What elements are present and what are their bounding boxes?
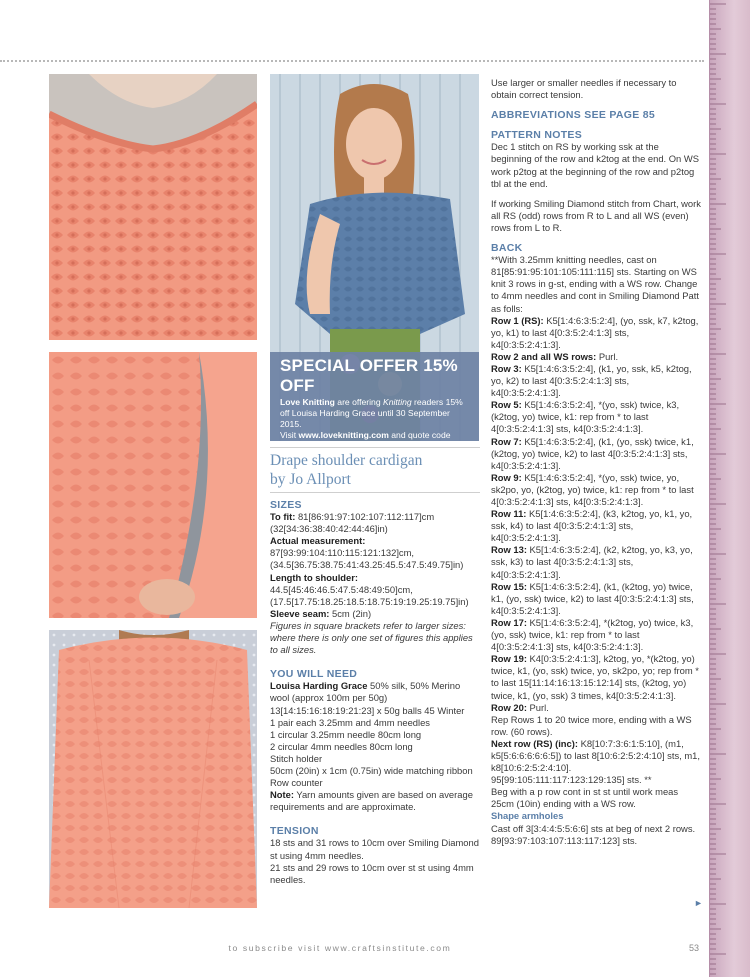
pattern-column-middle: [270, 447, 480, 886]
offer-magazine: Knitting: [383, 397, 412, 407]
continue-arrow-icon: ►: [694, 898, 703, 908]
row-label: Row 2 and all WS rows:: [491, 350, 597, 362]
yarn-label: Louisa Harding Grace: [270, 680, 368, 692]
pattern-row: [491, 544, 701, 580]
row-text: K5[1:4:6:3:5:2:4], *(yo, ssk) twice, yo, sk2po, yo, (k2tog, yo) twice, k1: rep from * to last 4[0:3:5:2:4:1:3] sts, k4[0:3:5:2:4:1:3].: [491, 471, 694, 507]
tension-p2: 21 sts and 29 rows to 10cm over st st using 4mm needles.: [270, 861, 474, 885]
row-text: K5[1:4:6:3:5:2:4], (k1, (yo, ssk) twice, k1, (k2tog, yo) twice, k2) to last 4[0:3:5:2:4:1:3] sts, k4[0:3:5:2:4:1:3].: [491, 435, 694, 471]
pattern-row: [491, 351, 701, 363]
row-label: Row 7:: [491, 435, 522, 447]
offer-title: SPECIAL OFFER 15% OFF: [280, 356, 458, 395]
page-number: 53: [689, 943, 700, 953]
offer-text: [280, 397, 471, 452]
you-will-need-heading: YOU WILL NEED: [270, 668, 358, 681]
length-label: Length to shoulder:: [270, 571, 359, 583]
row-label: Row 19:: [491, 653, 527, 665]
row-label: Row 11:: [491, 508, 527, 520]
pattern-notes-heading: PATTERN NOTES: [491, 129, 583, 142]
row-label: Row 17:: [491, 616, 527, 628]
yarn-value: 50% silk, 50% Merino wool (approx 100m per 50g) 13[14:15:16:18:19:21:23] x 50g balls 45 Winter: [270, 680, 465, 716]
note-value: Yarn amounts given are based on average requirements and are approximate.: [270, 789, 473, 813]
tension-heading: TENSION: [270, 825, 319, 838]
row-label: Row 9:: [491, 471, 522, 483]
offer-url-link[interactable]: www.loveknitting.com: [298, 430, 389, 440]
actual-label: Actual measurement:: [270, 535, 366, 547]
pattern-row: [491, 617, 701, 653]
photo-yoke-closeup: [49, 74, 257, 340]
tension-p1: 18 sts and 31 rows to 10cm over Smiling Diamond st using 4mm needles.: [270, 837, 479, 861]
pattern-notes-p2: If working Smiling Diamond stitch from Chart, work all RS (odd) rows from R to L and all WS (even) rows from L to R.: [491, 197, 701, 233]
row-label: Row 1 (RS):: [491, 314, 544, 326]
sizes-to-fit: [270, 511, 480, 535]
pattern-row: [491, 653, 701, 701]
design-byline: by Jo Allport: [270, 471, 351, 488]
tension-intro: Use larger or smaller needles if necessary to obtain correct tension.: [491, 77, 677, 101]
pattern-row: [491, 315, 701, 351]
offer-visit: Visit: [280, 430, 299, 440]
next-row-text: K8[10:7:3:6:1:5:10], (m1, k5[5:6:6:6:6:6:5]) to last 8[10:6:2:5:2:4:10] sts, m1, k8[10:6:2:5:2:4:10]. 95[99:105:111:117:123:129:135] sts. **: [491, 737, 700, 786]
row-text: K4[0:3:5:2:4:1:3], k2tog, yo, *(k2tog, yo) twice, k1, (yo, ssk) twice, yo, sk2po, yo; rep from * to last 15[11:14:16:13:15:12:14] sts, (k2tog, yo) twice, k1, (yo, ssk) 3 times, k4[0:3:5:2:4:1:3].: [491, 653, 699, 701]
pattern-row: [491, 436, 701, 472]
row-text: Purl.: [526, 701, 549, 713]
actual-value: 87[93:99:104:110:115:121:132]cm, (34.5[36.75:38.75:41:43.25:45.5:47.5:49.75]in): [270, 547, 464, 571]
row-text: K5[1:4:6:3:5:2:4], (k1, (k2tog, yo) twice, k1, (yo, ssk) twice, k2) to last 4[0:3:5:2:4:1:3] sts, k4[0:3:5:2:4:1:3].: [491, 580, 694, 616]
pattern-column-right: [491, 77, 701, 847]
pattern-row: [491, 702, 701, 714]
row-label: Row 15:: [491, 580, 527, 592]
need-item: Row counter: [270, 777, 323, 789]
need-item: 1 pair each 3.25mm and 4mm needles: [270, 716, 430, 728]
back-intro: **With 3.25mm knitting needles, cast on 81[85:91:95:101:105:111:115] sts. Starting on WS knit 3 rows in g-st, ending with a WS row. Change to 4mm needles and cont in Smiling Diamond Patt as folls:: [491, 254, 699, 314]
to-fit-value: 81[86:91:97:102:107:112:117]cm (32[34:36:38:40:42:44:46]in): [270, 511, 435, 535]
row-text: K5[1:4:6:3:5:2:4], (k1, yo, ssk, k5, k2tog, yo, k2) to last 4[0:3:5:2:4:1:3] sts, k4[0:3:5:2:4:1:3].: [491, 362, 692, 399]
pattern-row: [491, 508, 701, 544]
row-label: Row 3:: [491, 362, 522, 374]
need-item: 50cm (20in) x 1cm (0.75in) wide matching ribbon: [270, 764, 473, 776]
photo-back-view: [49, 630, 257, 908]
sleeve-value: 5cm (2in): [329, 607, 372, 619]
pattern-row: [491, 581, 701, 617]
dotted-header-rule: [0, 60, 704, 62]
abbreviations-heading: ABBREVIATIONS SEE PAGE 85: [491, 109, 656, 122]
row-text: K5[1:4:6:3:5:2:4], (k3, k2tog, yo, k1, yo, ssk, k4) to last 4[0:3:5:2:4:1:3] sts, k4[0:3:5:2:4:1:3].: [491, 508, 693, 544]
offer-brand: Love Knitting: [280, 397, 335, 407]
next-row-label: Next row (RS) (inc):: [491, 737, 578, 749]
length-value: 44.5[45:46:46.5:47.5:48:49:50]cm, (17.5[17.75:18.25:18.5:18.75:19:19.25:19.75]in): [270, 583, 469, 607]
row-text: K5[1:4:6:3:5:2:4], *(k2tog, yo) twice, k3, (yo, ssk) twice, k1: rep from * to last 4[0:3:5:2:4:1:3] sts, k4[0:3:5:2:4:1:3].: [491, 616, 694, 653]
special-offer-box: [270, 352, 479, 451]
design-title: Drape shoulder cardigan: [270, 452, 423, 469]
next-row-inc: [491, 738, 701, 786]
need-note: [270, 789, 480, 813]
pattern-row: [491, 363, 701, 399]
need-item: 2 circular 4mm needles 80cm long: [270, 740, 413, 752]
row-label: Row 13:: [491, 544, 527, 556]
offer-line1: are offering: [334, 397, 383, 407]
pattern-notes-p1: Dec 1 stitch on RS by working ssk at the beginning of the row and k2tog at the end. On WS work p2tog at the beginning of the row and p2tog tbl at the end.: [491, 141, 699, 189]
row-text: K5[1:4:6:3:5:2:4], (yo, ssk, k7, k2tog, yo, k1) to last 4[0:3:5:2:4:1:3] sts, k4[0:3:5:2:4:1:3].: [491, 314, 699, 350]
sleeve-label: Sleeve seam:: [270, 607, 330, 619]
need-item: Stitch holder: [270, 752, 323, 764]
row-text: K5[1:4:6:3:5:2:4], *(yo, ssk) twice, k3, (k2tog, yo) twice, k1: rep from * to last 4[0:3:5:2:4:1:3] sts, k4[0:3:5:2:4:1:3].: [491, 399, 680, 435]
note-label: Note:: [270, 789, 294, 801]
yarn-spec: [270, 680, 480, 716]
pattern-rows: [491, 315, 701, 714]
row-label: Row 20:: [491, 701, 527, 713]
sizes-heading: SIZES: [270, 499, 302, 511]
repeat-rows: Rep Rows 1 to 20 twice more, ending with a WS row. (60 rows).: [491, 713, 692, 737]
photo-sleeve-detail: [49, 352, 257, 618]
offer-line2: readers 15% off Louisa Harding Grace until 30 September 2015.: [280, 397, 463, 429]
row-text: Purl.: [596, 350, 619, 362]
sleeve-seam: [270, 608, 480, 620]
sizes-note: Figures in square brackets refer to larger sizes: where there is only one set of figures this applies to all sizes.: [270, 619, 473, 656]
begin-st-st: Beg with a p row cont in st st until work meas 25cm (10in) ending with a WS row.: [491, 786, 679, 810]
offer-line3: and quote code LOVELHG to receive your discount.: [280, 430, 451, 451]
back-heading: BACK: [491, 242, 523, 255]
design-title-block: [270, 447, 480, 493]
shape-armholes-heading: Shape armholes: [491, 810, 564, 822]
shape-armholes-text: Cast off 3[3:4:4:5:5:6:6] sts at beg of next 2 rows. 89[93:97:103:107:113:117:123] sts.: [491, 822, 696, 846]
footer-subscribe[interactable]: to subscribe visit www.craftsinstitute.com: [228, 943, 452, 953]
to-fit-label: To fit:: [270, 511, 296, 523]
row-label: Row 5:: [491, 399, 522, 411]
row-text: K5[1:4:6:3:5:2:4], (k2, k2tog, yo, k3, yo, ssk, k3) to last 4[0:3:5:2:4:1:3] sts, k4[0:3:5:2:4:1:3].: [491, 544, 693, 580]
pattern-row: [491, 399, 701, 435]
pattern-row: [491, 472, 701, 508]
ruler-ticks: [710, 0, 750, 977]
measuring-ruler: [709, 0, 750, 977]
need-item: 1 circular 3.25mm needle 80cm long: [270, 728, 422, 740]
